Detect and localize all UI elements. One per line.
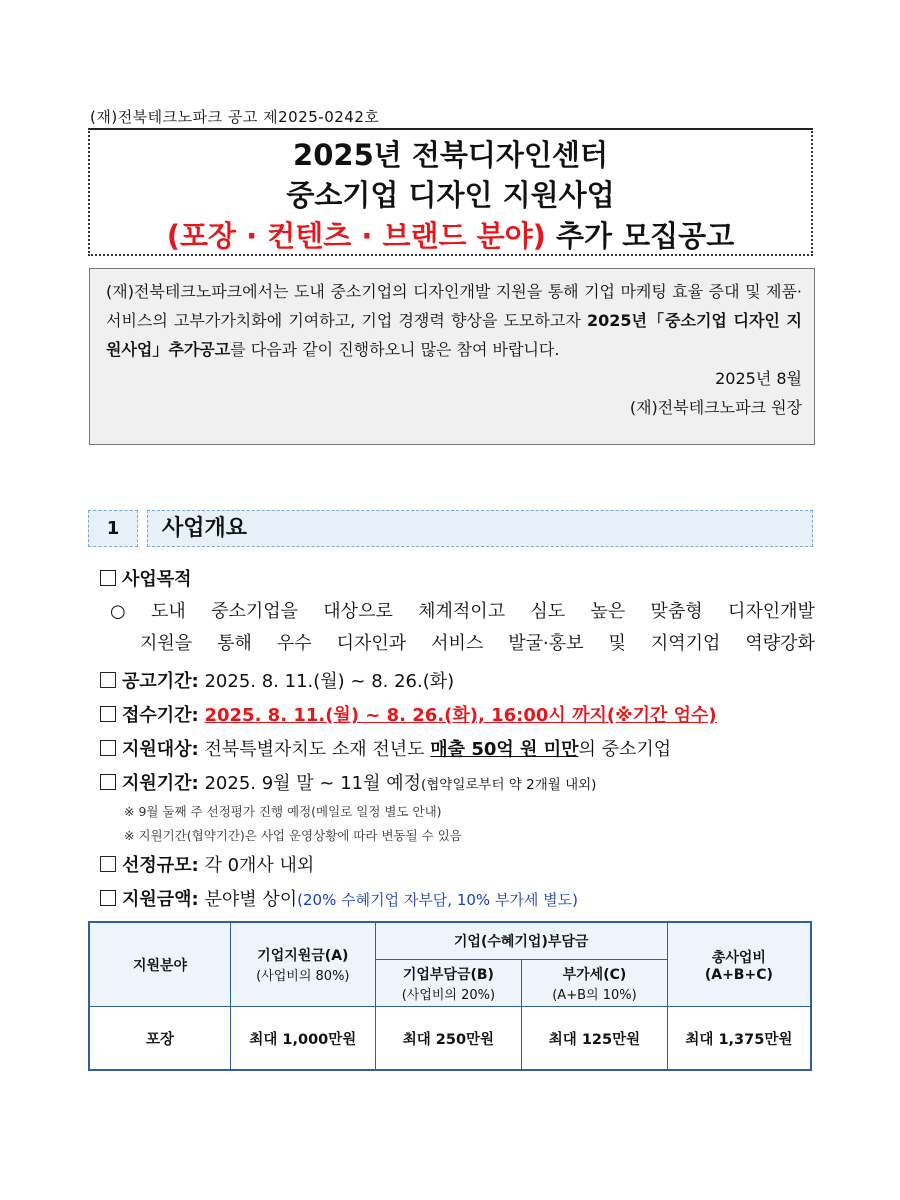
purpose-description [110, 596, 815, 660]
title-line-1: 2025년 전북디자인센터 [293, 138, 608, 172]
amount-note: (20% 수혜기업 자부담, 10% 부가세 별도) [297, 891, 579, 909]
purpose-word: 통해 [217, 633, 252, 654]
cell-support: 최대 1,000만원 [231, 1007, 376, 1071]
target-label: 지원대상: [122, 739, 199, 760]
checkbox-icon [100, 774, 116, 790]
period-label: 지원기간: [122, 773, 199, 794]
target-pre: 전북특별자치도 소재 전년도 [198, 739, 431, 760]
support-amount [100, 885, 578, 911]
note-2: ※ 지원기간(협약기간)은 사업 운영상황에 따라 변동될 수 있음 [124, 828, 462, 843]
funding-table [88, 921, 812, 1071]
purpose-word: 체계적이고 [418, 601, 506, 622]
notice-period [100, 667, 454, 693]
intro-text [106, 277, 802, 364]
purpose-word: 발굴·홍보 [508, 633, 584, 654]
cell-burden: 최대 250만원 [375, 1007, 522, 1071]
purpose-word: 맞춤형 [650, 601, 703, 622]
target-post: 의 중소기업 [578, 739, 672, 760]
header-burden: 기업(수혜기업)부담금 [375, 922, 667, 960]
purpose-word: 도내 [151, 601, 186, 622]
header-total [667, 922, 811, 1007]
header-vat-sub: (A+B의 10%) [552, 987, 637, 1003]
header-total-sub: (A+B+C) [704, 966, 773, 983]
cell-total: 최대 1,375만원 [667, 1007, 811, 1071]
purpose-word: 지원을 [140, 633, 193, 654]
purpose-word: 대상으로 [323, 601, 393, 622]
header-burden-b [375, 960, 522, 1007]
purpose-word: 심도 [530, 601, 566, 622]
checkbox-icon [100, 856, 116, 872]
header-support-sub: (사업비의 80%) [256, 969, 350, 984]
intro-signer: (재)전북테크노파크 원장 [629, 398, 802, 417]
notice-label: 공고기간: [122, 671, 199, 692]
announcement-number: (재)전북테크노파크 공고 제2025-0242호 [90, 108, 380, 126]
purpose-word: 서비스 [431, 633, 484, 654]
checkbox-icon [100, 706, 116, 722]
cell-vat: 최대 125만원 [522, 1007, 668, 1071]
checkbox-icon [100, 672, 116, 688]
intro-text-bold: 2025년「중소기업 디자인 지원사업」추가공고 [106, 311, 802, 359]
receipt-value: 2025. 8. 11.(월) ~ 8. 26.(화), 16:00시 까지(※기간 엄수) [204, 705, 717, 726]
intro-date: 2025년 8월 [715, 369, 802, 388]
purpose-item [100, 565, 192, 591]
header-total-label: 총사업비 [711, 949, 766, 966]
title-line-3 [90, 216, 811, 256]
intro-text-a: (재)전북테크노파크에서는 도내 중소기업의 디자인개발 지원을 통해 기업 마케팅 효율 증대 및 제품·서비스의 고부가가치화에 기여하고, 기업 경쟁력 향상을 도모하고자 [106, 282, 802, 330]
header-vat [522, 960, 668, 1007]
title-category: (포장 · 컨텐츠 · 브랜드 분야) [166, 219, 546, 253]
amount-value: 분야별 상이 [198, 889, 298, 910]
header-support-label: 기업지원금(A) [257, 948, 349, 964]
purpose-word: 및 [608, 633, 626, 654]
header-support [231, 922, 376, 1007]
bullet-icon: ○ [110, 601, 126, 622]
title-suffix: 추가 모집공고 [545, 219, 735, 253]
cell-field: 포장 [89, 1007, 231, 1071]
note-1: ※ 9월 둘째 주 선정평가 진행 예정(메일로 일정 별도 안내) [124, 804, 442, 819]
purpose-word: 디자인과 [336, 633, 407, 654]
scale-label: 선정규모: [122, 855, 199, 876]
purpose-line-1 [110, 596, 815, 628]
target-bold: 매출 50억 원 미만 [430, 739, 579, 760]
notice-value: 2025. 8. 11.(월) ~ 8. 26.(화) [198, 671, 455, 692]
intro-text-b: 를 다음과 같이 진행하오니 많은 참여 바랍니다. [230, 340, 560, 359]
purpose-line-2 [110, 628, 815, 660]
period-value: 2025. 9월 말 ~ 11월 예정 [198, 773, 421, 794]
scale-value: 각 0개사 내외 [198, 855, 315, 876]
purpose-word: 지역기업 [650, 633, 721, 654]
checkbox-icon [100, 890, 116, 906]
intro-box [89, 268, 815, 445]
header-field: 지원분야 [89, 922, 231, 1007]
header-burden-b-label: 기업부담금(B) [402, 966, 494, 983]
purpose-label: 사업목적 [122, 569, 192, 590]
support-period [100, 769, 596, 795]
section-number: 1 [88, 510, 138, 547]
receipt-period [100, 701, 717, 727]
purpose-word: 중소기업을 [211, 601, 299, 622]
purpose-word: 디자인개발 [727, 601, 815, 622]
checkbox-icon [100, 740, 116, 756]
support-target [100, 735, 671, 761]
selection-scale [100, 851, 314, 877]
table-row [89, 1007, 811, 1071]
purpose-word: 역량강화 [745, 633, 815, 654]
header-vat-label: 부가세(C) [562, 966, 627, 983]
purpose-word: 우수 [276, 633, 312, 654]
receipt-label: 접수기간: [122, 705, 199, 726]
section-title: 사업개요 [147, 510, 813, 547]
title-line-2: 중소기업 디자인 지원사업 [286, 178, 615, 212]
checkbox-icon [100, 570, 116, 586]
title-box [88, 128, 813, 256]
period-note: (협약일로부터 약 2개월 내외) [421, 777, 597, 793]
section-header [88, 510, 813, 549]
header-burden-b-sub: (사업비의 20%) [401, 987, 496, 1003]
amount-label: 지원금액: [122, 889, 199, 910]
purpose-word: 높은 [590, 601, 626, 622]
